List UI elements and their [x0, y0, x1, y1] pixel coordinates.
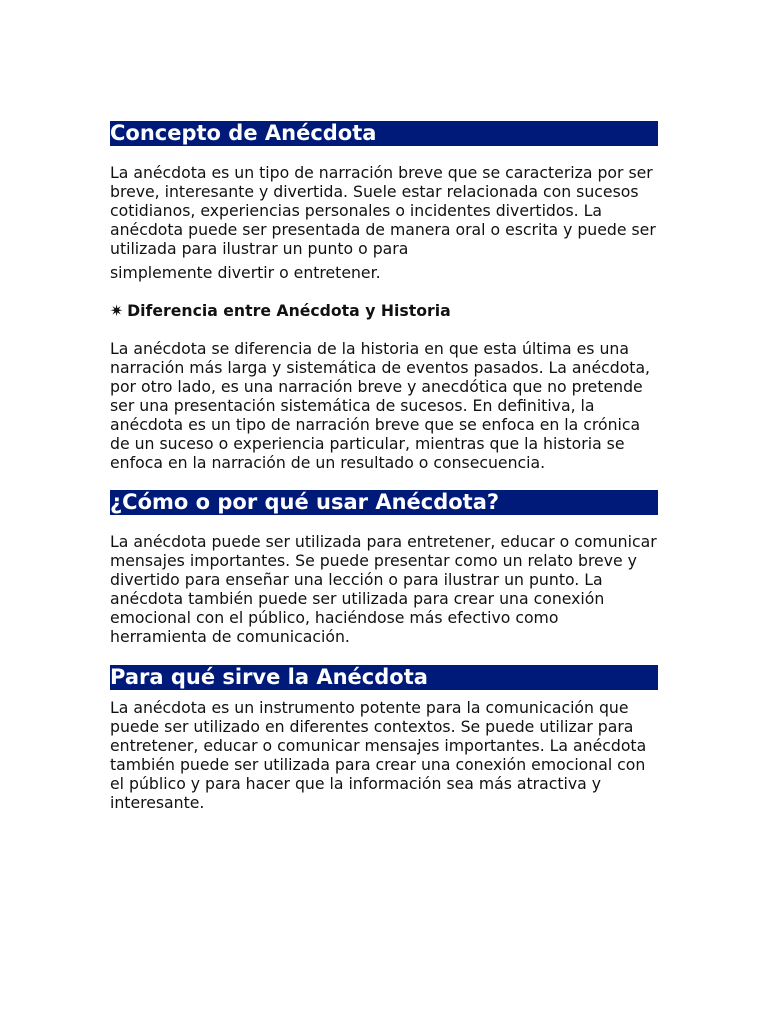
- paragraph-como-usar: La anécdota puede ser utilizada para entretener, educar o comunicar mensajes importantes. Se puede presentar como un relato breve y divertido para enseñar una lección o para ilustrar un punto. La anécdota también puede ser utilizada para crear una conexión emocional con el público, haciéndose más efectivo como herramienta de comunicación.: [110, 532, 657, 646]
- paragraph-concepto-last-line: simplemente divertir o entretener.: [110, 263, 381, 282]
- heading-concepto: Concepto de Anécdota: [110, 121, 658, 146]
- paragraph-concepto: [110, 163, 658, 282]
- heading-como-usar: ¿Cómo o por qué usar Anécdota?: [110, 490, 658, 515]
- subheading-diferencia: [110, 301, 658, 320]
- paragraph-para-que-sirve: La anécdota es un instrumento potente para la comunicación que puede ser utilizado en diferentes contextos. Se puede utilizar para entretener, educar o comunicar mensajes importantes. La anécdota también puede ser utilizada para crear una conexión emocional con el público y para hacer que la información sea más atractiva y interesante.: [110, 698, 647, 812]
- star-icon: ✷: [110, 301, 124, 320]
- paragraph-diferencia: La anécdota se diferencia de la historia en que esta última es una narración más larga y sistemática de eventos pasados. La anécdota, por otro lado, es una narración breve y anecdótica que no pretende ser una presentación sistemática de sucesos. En definitiva, la anécdota es un tipo de narración breve que se enfoca en la crónica de un suceso o experiencia particular, mientras que la historia se enfoca en la narración de un resultado o consecuencia.: [110, 339, 651, 472]
- heading-para-que-sirve: Para qué sirve la Anécdota: [110, 665, 658, 690]
- subheading-diferencia-text: Diferencia entre Anécdota y Historia: [127, 301, 451, 320]
- document-page: [110, 121, 658, 812]
- paragraph-concepto-main: La anécdota es un tipo de narración breve que se caracteriza por ser breve, interesante y divertida. Suele estar relacionada con sucesos cotidianos, experiencias personales o incidentes divertidos. La anécdota puede ser presentada de manera oral o escrita y puede ser utilizada para ilustrar un punto o para: [110, 163, 656, 258]
